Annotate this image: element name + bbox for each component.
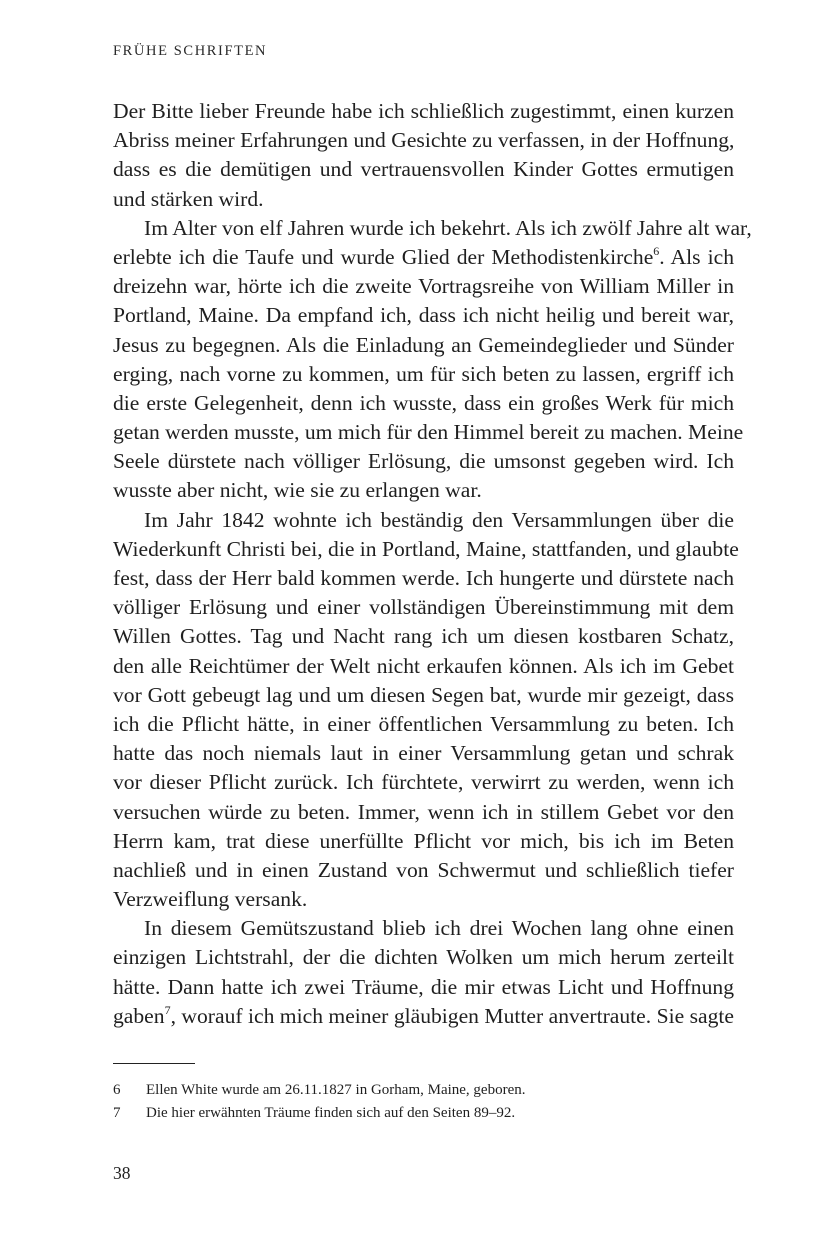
text-line: Im Alter von elf Jahren wurde ich bekehrt. Als ich zwölf Jahre alt war, (144, 215, 752, 240)
text-line (113, 243, 734, 272)
text-line: Der Bitte lieber Freunde habe ich schließlich zugestimmt, einen kurzen (113, 99, 734, 123)
footnote-reference[interactable]: 7 (164, 1002, 171, 1017)
text-line: nachließ und in einen Zustand von Schwermut und schließlich tiefer (113, 857, 734, 882)
text-line: dreizehn war, hörte ich die zweite Vortragsreihe von William Miller in (113, 274, 734, 299)
text-line: versuchen würde zu beten. Immer, wenn ich in stillem Gebet vor den (113, 799, 734, 824)
text-line: Verzweiflung versank. (113, 887, 308, 912)
text-segment: Sie sagte (656, 1003, 734, 1028)
page-number: 38 (113, 1163, 131, 1183)
footnote-item (113, 1079, 734, 1102)
running-head: FRÜHE SCHRIFTEN (113, 43, 268, 59)
text-line: In diesem Gemütszustand blieb ich drei Wochen lang ohne einen (144, 916, 734, 941)
text-line: getan werden musste, um mich für den Himmel bereit zu machen. Meine (113, 420, 744, 445)
text-line: Jesus zu begegnen. Als die Einladung an Gemeindeglieder und Sünder (113, 332, 734, 357)
text-line: einzigen Lichtstrahl, der die dichten Wolken um mich herum zerteilt (113, 945, 734, 970)
footnote-divider (113, 1063, 195, 1064)
footnote-reference[interactable]: 6 (653, 243, 660, 258)
text-line: wusste aber nicht, wie sie zu erlangen war. (113, 478, 482, 503)
text-line: und stärken wird. (113, 186, 264, 211)
footnotes (113, 1079, 734, 1125)
text-line: die erste Gelegenheit, denn ich wusste, dass ein großes Werk für mich (113, 390, 734, 415)
text-line: den alle Reichtümer der Welt nicht erkaufen können. Als ich im Gebet (113, 653, 734, 678)
text-segment: erlebte ich die Taufe und wurde Glied der Methodistenkirche (113, 244, 654, 269)
text-line: erging, nach vorne zu kommen, um für sich beten zu lassen, ergriff ich (113, 361, 734, 386)
text-line: völliger Erlösung und einer vollständigen Übereinstimmung mit dem (113, 595, 734, 620)
footnote-number: 6 (113, 1082, 121, 1098)
text-line: hätte. Dann hatte ich zwei Träume, die mir etwas Licht und Hoffnung (113, 974, 734, 999)
footnote-text: Die hier erwähnten Träume finden sich auf den Seiten 89–92. (146, 1105, 516, 1121)
text-segment: . Als ich (659, 244, 734, 269)
text-line: Im Jahr 1842 wohnte ich beständig den Versammlungen über die (144, 507, 734, 532)
text-line: vor Gott gebeugt lag und um diesen Segen bat, wurde mir gezeigt, dass (113, 682, 734, 707)
text-line: dass es die demütigen und vertrauensvollen Kinder Gottes ermutigen (113, 157, 734, 182)
text-line: fest, dass der Herr bald kommen werde. Ich hungerte und dürstete nach (113, 566, 734, 590)
body-text (113, 97, 752, 1031)
text-line: Willen Gottes. Tag und Nacht rang ich um diesen kostbaren Schatz, (113, 624, 734, 649)
text-line: hatte das noch niemals laut in einer Versammlung getan und schrak (113, 741, 734, 766)
text-segment: gaben (113, 1003, 165, 1028)
text-line: Wiederkunft Christi bei, die in Portland, Maine, stattfanden, und glaubte (113, 536, 739, 561)
text-segment: , worauf ich mich meiner gläubigen Mutter anvertraute. (170, 1003, 652, 1028)
text-line: Portland, Maine. Da empfand ich, dass ich nicht heilig und bereit war, (113, 303, 734, 328)
footnote-text: Ellen White wurde am 26.11.1827 in Gorham, Maine, geboren. (146, 1082, 526, 1098)
text-line: vor dieser Pflicht zurück. Ich fürchtete, verwirrt zu werden, wenn ich (113, 770, 734, 795)
footnote-item (113, 1102, 734, 1125)
text-line (113, 1002, 734, 1031)
text-line: Abriss meiner Erfahrungen und Gesichte zu verfassen, in der Hoffnung, (113, 128, 735, 153)
text-line: Herrn kam, trat diese unerfüllte Pflicht vor mich, bis ich im Beten (113, 828, 734, 853)
footnote-number: 7 (113, 1105, 121, 1121)
text-line: ich die Pflicht hätte, in einer öffentlichen Versammlung zu beten. Ich (113, 711, 734, 736)
text-line: Seele dürstete nach völliger Erlösung, die umsonst gegeben wird. Ich (113, 449, 734, 474)
